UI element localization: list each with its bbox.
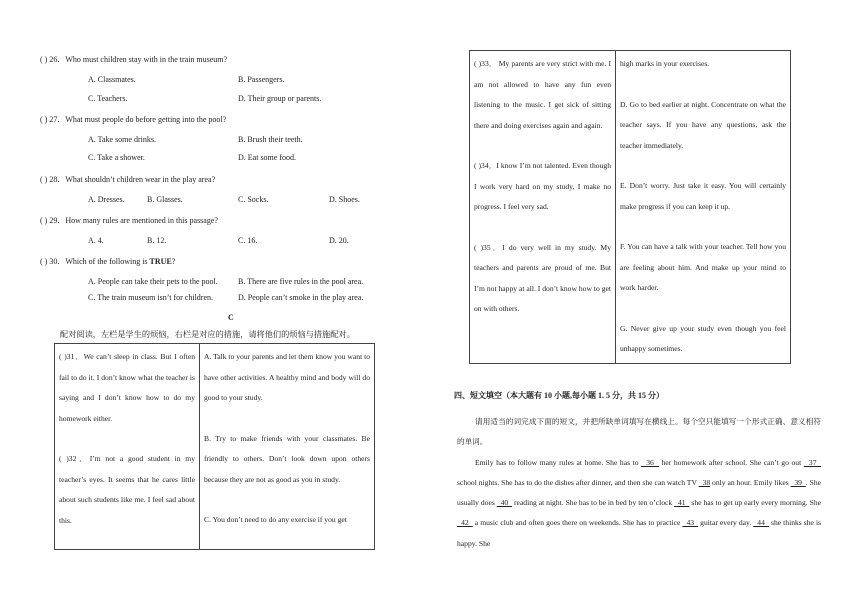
option-a: A. People can take their pets to the pool. (88, 277, 218, 286)
passage-text: Emily has to follow many rules at home. She has to (475, 457, 642, 467)
option-b: B. Glasses. (147, 195, 183, 204)
option-d: D. 20. (329, 236, 349, 245)
blank-field[interactable]: 38 (698, 477, 711, 487)
matching-table-right (469, 50, 791, 364)
passage-text: reading at night. She has to be in bed by ten o’clock (512, 498, 675, 508)
passage-text: . She usually does (457, 477, 821, 508)
cloze-passage (457, 412, 821, 554)
question-stem: ( ) 28．What shouldn’t children wear in the play area? (40, 175, 216, 184)
solution-column (616, 51, 791, 364)
option-c: C. Socks. (238, 195, 269, 204)
blank-field[interactable]: 43 (682, 518, 699, 528)
solution-b: B. Try to make friends with your classmates. Be friendly to others. Don’t look down upon others because they are not as good as you in study. (204, 433, 370, 484)
problem-35: ( )35．I do very well in my study. My teachers and parents are proud of me. But I’m not happy at all. I don’t know how to get on with others. (474, 242, 611, 313)
option-b: B. Brush their teeth. (238, 135, 303, 144)
blank-field[interactable]: 42 (457, 518, 473, 528)
blank-field[interactable]: 41 (674, 498, 690, 508)
passage-text: guitar every day. (698, 518, 754, 528)
option-c: C. The train museum isn’t for children. (88, 293, 214, 302)
matching-table-left (54, 343, 375, 550)
option-a: A. 4. (88, 236, 104, 245)
solution-a: A. Talk to your parents and let them know you want to have other activities. A healthy mind and body will do good to your study. (204, 352, 370, 402)
blank-field[interactable]: 37 (803, 457, 821, 467)
passage-text: school nights. She has to do the dishes after dinner, and then she can watch TV (457, 477, 699, 487)
solution-f: F. You can have a talk with your teacher. Tell how you are feeling about him. And make up your mind to work harder. (620, 242, 786, 292)
option-d: D. Shoes. (329, 195, 360, 204)
option-b: B. Passengers. (238, 75, 285, 84)
problem-32: ( )32．I’m not a good student in my teacher’s eyes. It seems that he cares little about such students like me. I feel sad about this. (59, 454, 195, 525)
option-c: C. Teachers. (88, 94, 128, 103)
blank-field[interactable]: 40 (496, 498, 513, 508)
solution-c: C. You don’t need to do any exercise if you get (204, 515, 347, 524)
solution-d: D. Go to bed earlier at night. Concentrate on what the teacher says. If you have any questions, ask the teacher immediately. (620, 99, 786, 150)
option-b: B. 12. (147, 236, 167, 245)
option-c: C. 16. (238, 236, 258, 245)
option-d: D. People can’t smoke in the play area. (238, 293, 364, 302)
question-stem: ( ) 30．Which of the following is TRUE? (40, 257, 176, 266)
blank-field[interactable]: 39 (790, 477, 806, 487)
option-b: B. There are five rules in the pool area. (238, 277, 364, 286)
option-a: A. Take some drinks. (88, 135, 156, 144)
section-4-instruction: 请用适当的词完成下面的短文，并把所缺单词填写在横线上。每个空只能填写一个形式正确、意义相符的单词。 (457, 417, 821, 447)
problem-31: ( )31．We can’t sleep in class. But I often fail to do it. I don’t know what the teacher is saying and I don’t know how to do my homework either. (59, 352, 195, 423)
passage-text: a music club and often goes there on weekends. She has to practice (472, 518, 683, 528)
section-c-instruction: 配对阅读，左栏是学生的烦恼，右栏是对应的措施，请将他们的烦恼与措施配对。 (60, 330, 355, 339)
blank-field[interactable]: 36 (641, 457, 660, 467)
passage-text: she has to get up early every morning. She (689, 498, 821, 508)
option-d: D. Eat some food. (238, 153, 296, 162)
solution-c-continued: high marks in your exercises. (620, 59, 710, 68)
option-a: A. Classmates. (88, 75, 136, 84)
problem-column (470, 51, 616, 364)
option-d: D. Their group or parents. (238, 94, 322, 103)
solution-g: G. Never give up your study even though you feel unhappy sometimes. (620, 323, 786, 353)
solution-column (200, 344, 375, 550)
question-stem: ( ) 29．How many rules are mentioned in this passage? (40, 216, 218, 225)
question-stem: ( ) 27．What must people do before getting into the pool? (40, 115, 227, 124)
section-c-title: C (228, 313, 234, 322)
option-a: A. Dresses. (88, 195, 125, 204)
problem-33: ( )33． My parents are very strict with me. I am not allowed to have any fun even listening to the music. I get sick of sitting there and doing exercises again and again. (474, 59, 611, 130)
option-c: C. Take a shower. (88, 153, 145, 162)
passage-text: she thinks she is happy. She (457, 518, 822, 548)
problem-column (55, 344, 200, 550)
question-stem: ( ) 26．Who must children stay with in the train museum? (40, 55, 228, 64)
problem-34: ( )34．I know I’m not talented. Even though I work very hard on my study, I make no progress. I feel very sad. (474, 161, 611, 211)
passage-text: only an hour. Emily likes (710, 477, 791, 487)
blank-field[interactable]: 44 (753, 518, 769, 528)
solution-e: E. Don’t worry. Just take it easy. You will certainly make progress if you can keep it up. (620, 181, 786, 211)
passage-text: her homework after school. She can’t go out (659, 457, 804, 467)
passage-body (457, 453, 821, 554)
section-4-title: 四、短文填空（本大题有 10 小题,每小题 1. 5 分，共 15 分） (454, 391, 664, 400)
